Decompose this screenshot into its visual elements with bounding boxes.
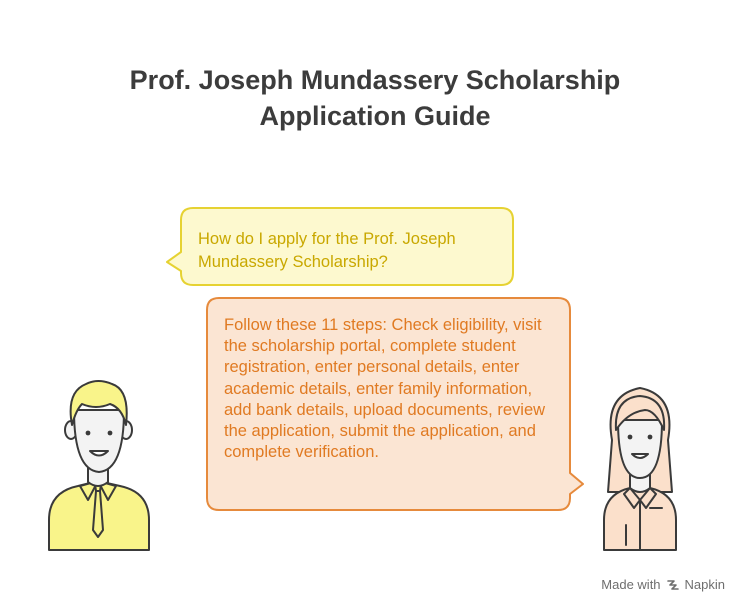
female-advisor-avatar [604, 388, 676, 550]
made-with-napkin-badge[interactable] [601, 577, 725, 592]
napkin-logo-icon [666, 578, 680, 592]
male-student-avatar [49, 381, 149, 550]
made-with-label: Made with [601, 577, 661, 592]
title-line-2: Application Guide [259, 101, 491, 131]
napkin-brand-label: Napkin [684, 577, 725, 592]
answer-text: Follow these 11 steps: Check eligibility, visit the scholarship portal, complete student registration, enter personal details, enter academic details, enter family information, add bank details, upload documents, review the application, submit the application, and complete verification. [224, 316, 546, 462]
title-line-1: Prof. Joseph Mundassery Scholarship [129, 65, 621, 95]
question-text: How do I apply for the Prof. Joseph Mundassery Scholarship? [198, 230, 456, 271]
